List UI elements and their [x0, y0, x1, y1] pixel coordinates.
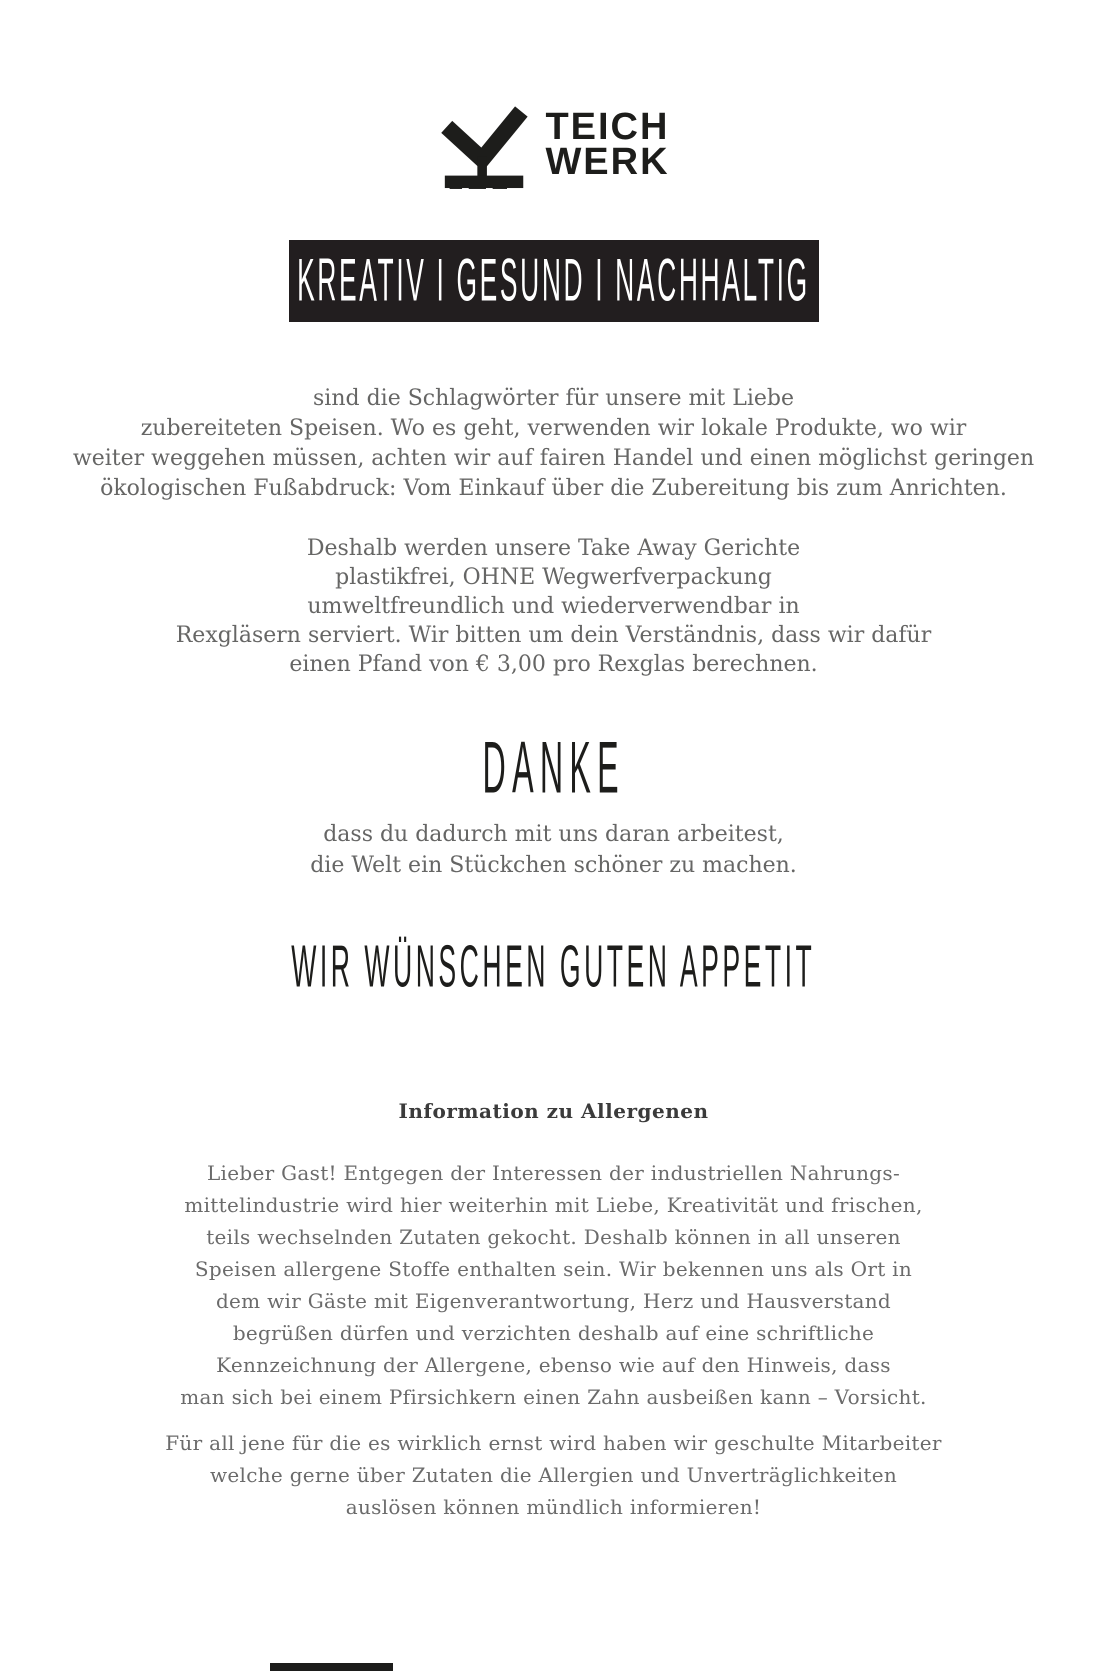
tagline-banner [289, 240, 819, 322]
takeaway-line: Deshalb werden unsere Take Away Gerichte [306, 536, 801, 561]
takeaway-paragraph [0, 534, 1107, 679]
danke-heading-text: DANKE [482, 725, 625, 809]
allergen-line: Lieber Gast! Entgegen der Interessen der industriellen Nahrungs- [206, 1161, 901, 1185]
allergen-line: welche gerne über Zutaten die Allergien und Unverträglichkeiten [209, 1463, 898, 1487]
allergen-info-heading: Information zu Allergenen [398, 1099, 709, 1123]
logo-word-werk: WERK [545, 141, 670, 183]
brand-logo [0, 100, 1107, 190]
appetit-heading-text: WIR WÜNSCHEN GUTEN APPETIT [291, 934, 816, 1000]
allergen-paragraph-2 [0, 1427, 1107, 1523]
tagline-text: KREATIV I GESUND I NACHHALTIG [297, 247, 810, 314]
brand-logo-text [545, 106, 670, 183]
takeaway-line: umweltfreundlich und wiederverwendbar in [307, 594, 800, 619]
allergen-line: Kennzeichnung der Allergene, ebenso wie auf den Hinweis, dass [216, 1353, 891, 1377]
intro-line: ökologischen Fußabdruck: Vom Einkauf über die Zubereitung bis zum Anrichten. [100, 476, 1007, 501]
allergen-line: man sich bei einem Pfirsichkern einen Zahn ausbeißen kann – Vorsicht. [180, 1385, 927, 1409]
allergen-line: dem wir Gäste mit Eigenverantwortung, Herz und Hausverstand [215, 1289, 892, 1313]
intro-paragraph [0, 384, 1107, 504]
intro-line: weiter weggehen müssen, achten wir auf fairen Handel und einen möglichst geringen [72, 446, 1035, 471]
danke-heading [0, 725, 1107, 809]
thanks-paragraph [0, 819, 1107, 881]
takeaway-line: einen Pfand von € 3,00 pro Rexglas berechnen. [289, 652, 818, 677]
takeaway-line: Rexgläsern serviert. Wir bitten um dein Verständnis, dass wir dafür [175, 623, 932, 648]
allergen-line: teils wechselnden Zutaten gekocht. Deshalb können in all unseren [206, 1225, 901, 1249]
intro-line: zubereiteten Speisen. Wo es geht, verwenden wir lokale Produkte, wo wir [140, 416, 967, 441]
page-bottom-cutoff-bar [270, 1663, 393, 1671]
intro-line: sind die Schlagwörter für unsere mit Liebe [313, 386, 794, 411]
bird-chevron-icon [437, 101, 533, 189]
menu-info-page [0, 100, 1107, 1671]
allergen-paragraph-1 [0, 1157, 1107, 1413]
allergen-line: auslösen können mündlich informieren! [345, 1495, 762, 1519]
appetit-heading [0, 933, 1107, 1003]
allergen-line: Für all jene für die es wirklich ernst wird haben wir geschulte Mitarbeiter [165, 1431, 942, 1455]
allergen-line: mittelindustrie wird hier weiterhin mit Liebe, Kreativität und frischen, [184, 1193, 923, 1217]
thanks-line: die Welt ein Stückchen schöner zu machen. [310, 853, 797, 878]
thanks-line: dass du dadurch mit uns daran arbeitest, [323, 822, 784, 847]
logo-word-teich: TEICH [545, 106, 670, 149]
takeaway-line: plastikfrei, OHNE Wegwerfverpackung [335, 565, 772, 590]
allergen-line: begrüßen dürfen und verzichten deshalb auf eine schriftliche [232, 1321, 875, 1345]
allergen-line: Speisen allergene Stoffe enthalten sein. Wir bekennen uns als Ort in [194, 1257, 913, 1281]
